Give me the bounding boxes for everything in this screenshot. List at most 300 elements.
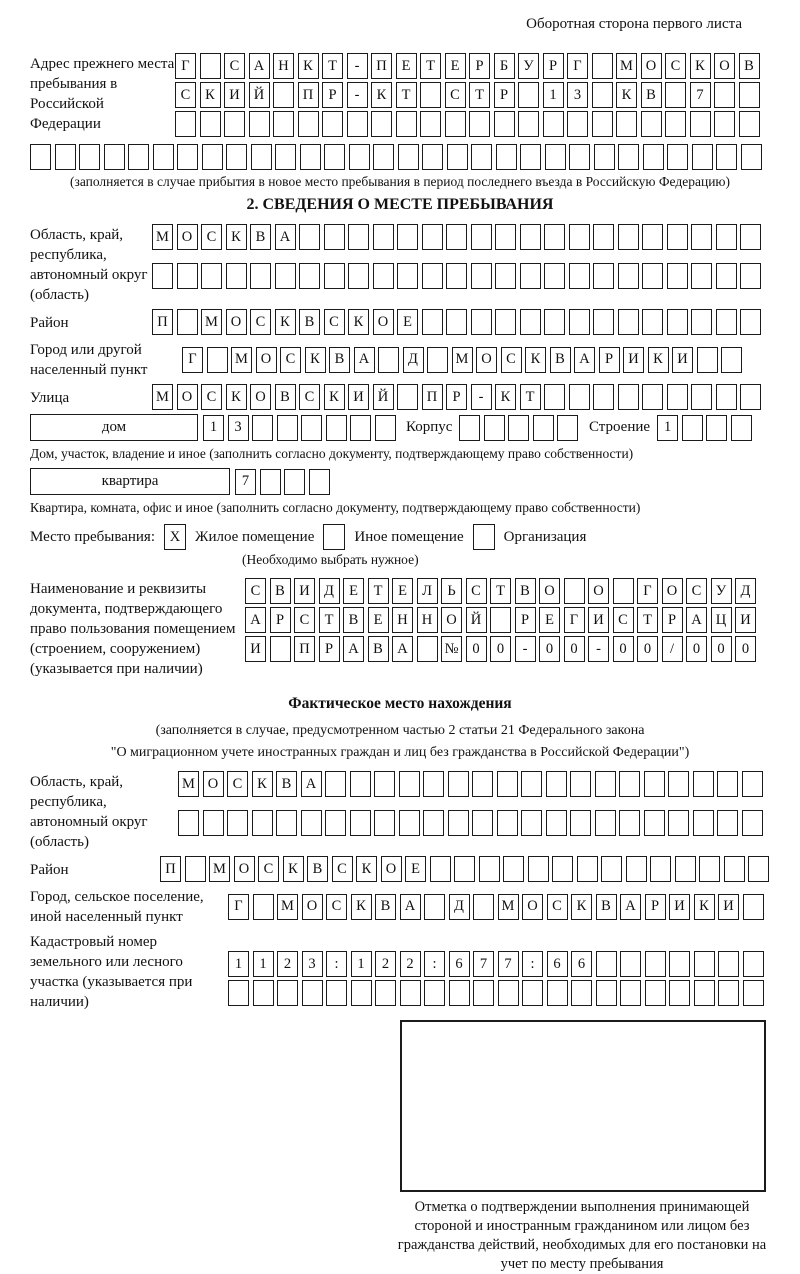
char-box[interactable] bbox=[373, 144, 394, 170]
char-box[interactable]: С bbox=[258, 856, 279, 882]
char-box[interactable] bbox=[675, 856, 696, 882]
char-box[interactable]: Р bbox=[270, 607, 291, 633]
char-box[interactable]: У bbox=[518, 53, 539, 79]
char-box[interactable] bbox=[351, 980, 372, 1006]
char-box[interactable] bbox=[564, 578, 585, 604]
char-box[interactable] bbox=[740, 263, 761, 289]
char-box[interactable]: Р bbox=[543, 53, 564, 79]
char-box[interactable] bbox=[543, 111, 564, 137]
char-box[interactable] bbox=[446, 224, 467, 250]
char-box[interactable] bbox=[177, 263, 198, 289]
char-box[interactable]: А bbox=[574, 347, 595, 373]
char-box[interactable]: П bbox=[294, 636, 315, 662]
char-box[interactable]: К bbox=[348, 309, 369, 335]
char-box[interactable] bbox=[424, 980, 445, 1006]
char-box[interactable]: 0 bbox=[564, 636, 585, 662]
char-box[interactable] bbox=[449, 980, 470, 1006]
checkbox-other-premises[interactable] bbox=[323, 524, 345, 550]
char-box[interactable]: 0 bbox=[735, 636, 756, 662]
char-box[interactable]: И bbox=[224, 82, 245, 108]
char-box[interactable]: Г bbox=[182, 347, 203, 373]
char-box[interactable] bbox=[667, 309, 688, 335]
char-box[interactable]: : bbox=[326, 951, 347, 977]
char-box[interactable] bbox=[742, 771, 763, 797]
char-box[interactable] bbox=[350, 415, 371, 441]
char-box[interactable] bbox=[399, 771, 420, 797]
char-box[interactable] bbox=[497, 810, 518, 836]
char-box[interactable]: - bbox=[515, 636, 536, 662]
char-box[interactable]: С bbox=[613, 607, 634, 633]
char-box[interactable]: 0 bbox=[637, 636, 658, 662]
char-box[interactable]: Г bbox=[175, 53, 196, 79]
char-box[interactable] bbox=[667, 384, 688, 410]
char-box[interactable]: 1 bbox=[253, 951, 274, 977]
char-box[interactable] bbox=[596, 951, 617, 977]
char-box[interactable]: 7 bbox=[690, 82, 711, 108]
char-box[interactable]: А bbox=[400, 894, 421, 920]
char-box[interactable] bbox=[270, 636, 291, 662]
char-box[interactable]: О bbox=[476, 347, 497, 373]
char-box[interactable] bbox=[298, 111, 319, 137]
char-box[interactable] bbox=[427, 347, 448, 373]
char-box[interactable]: 7 bbox=[498, 951, 519, 977]
char-box[interactable]: М bbox=[178, 771, 199, 797]
char-box[interactable]: 3 bbox=[567, 82, 588, 108]
char-box[interactable] bbox=[667, 224, 688, 250]
char-box[interactable]: И bbox=[294, 578, 315, 604]
char-box[interactable]: И bbox=[623, 347, 644, 373]
char-box[interactable]: Т bbox=[368, 578, 389, 604]
char-box[interactable] bbox=[618, 224, 639, 250]
char-box[interactable]: С bbox=[326, 894, 347, 920]
char-box[interactable] bbox=[544, 309, 565, 335]
char-box[interactable] bbox=[350, 810, 371, 836]
char-box[interactable] bbox=[528, 856, 549, 882]
char-box[interactable]: / bbox=[662, 636, 683, 662]
char-box[interactable] bbox=[570, 771, 591, 797]
char-box[interactable]: Г bbox=[228, 894, 249, 920]
char-box[interactable]: И bbox=[669, 894, 690, 920]
char-box[interactable] bbox=[544, 384, 565, 410]
char-box[interactable]: И bbox=[735, 607, 756, 633]
char-box[interactable] bbox=[495, 263, 516, 289]
char-box[interactable] bbox=[175, 111, 196, 137]
char-box[interactable] bbox=[397, 263, 418, 289]
char-box[interactable] bbox=[430, 856, 451, 882]
char-box[interactable] bbox=[325, 810, 346, 836]
char-box[interactable]: И bbox=[348, 384, 369, 410]
char-box[interactable] bbox=[128, 144, 149, 170]
char-box[interactable] bbox=[448, 771, 469, 797]
char-box[interactable] bbox=[396, 111, 417, 137]
char-box[interactable] bbox=[484, 415, 505, 441]
char-box[interactable] bbox=[324, 263, 345, 289]
char-box[interactable]: О bbox=[302, 894, 323, 920]
char-box[interactable] bbox=[276, 810, 297, 836]
char-box[interactable]: О bbox=[588, 578, 609, 604]
char-box[interactable] bbox=[645, 951, 666, 977]
char-box[interactable] bbox=[596, 980, 617, 1006]
char-box[interactable] bbox=[716, 224, 737, 250]
char-box[interactable] bbox=[373, 263, 394, 289]
char-box[interactable] bbox=[522, 980, 543, 1006]
char-box[interactable]: Б bbox=[494, 53, 515, 79]
char-box[interactable]: К bbox=[324, 384, 345, 410]
char-box[interactable]: С bbox=[466, 578, 487, 604]
char-box[interactable] bbox=[371, 111, 392, 137]
char-box[interactable] bbox=[645, 980, 666, 1006]
char-box[interactable] bbox=[740, 309, 761, 335]
char-box[interactable]: М bbox=[209, 856, 230, 882]
char-box[interactable] bbox=[520, 309, 541, 335]
char-box[interactable]: 1 bbox=[657, 415, 678, 441]
char-box[interactable]: К bbox=[283, 856, 304, 882]
char-box[interactable] bbox=[479, 856, 500, 882]
char-box[interactable]: 3 bbox=[228, 415, 249, 441]
char-box[interactable] bbox=[420, 111, 441, 137]
char-box[interactable] bbox=[544, 263, 565, 289]
char-box[interactable] bbox=[447, 144, 468, 170]
char-box[interactable] bbox=[569, 144, 590, 170]
char-box[interactable]: Т bbox=[490, 578, 511, 604]
char-box[interactable]: И bbox=[718, 894, 739, 920]
char-box[interactable] bbox=[277, 415, 298, 441]
char-box[interactable] bbox=[716, 144, 737, 170]
char-box[interactable] bbox=[667, 263, 688, 289]
char-box[interactable] bbox=[691, 384, 712, 410]
char-box[interactable] bbox=[595, 771, 616, 797]
char-box[interactable] bbox=[177, 144, 198, 170]
char-box[interactable] bbox=[253, 894, 274, 920]
char-box[interactable] bbox=[592, 53, 613, 79]
char-box[interactable] bbox=[260, 469, 281, 495]
char-box[interactable]: П bbox=[152, 309, 173, 335]
char-box[interactable] bbox=[273, 111, 294, 137]
char-box[interactable]: П bbox=[298, 82, 319, 108]
char-box[interactable] bbox=[459, 415, 480, 441]
char-box[interactable] bbox=[717, 810, 738, 836]
char-box[interactable]: О bbox=[539, 578, 560, 604]
char-box[interactable]: 1 bbox=[203, 415, 224, 441]
char-box[interactable] bbox=[717, 771, 738, 797]
char-box[interactable]: А bbox=[686, 607, 707, 633]
char-box[interactable] bbox=[716, 263, 737, 289]
char-box[interactable]: С bbox=[201, 384, 222, 410]
char-box[interactable]: О bbox=[381, 856, 402, 882]
char-box[interactable]: П bbox=[371, 53, 392, 79]
char-box[interactable] bbox=[592, 82, 613, 108]
char-box[interactable]: К bbox=[525, 347, 546, 373]
char-box[interactable] bbox=[691, 309, 712, 335]
char-box[interactable] bbox=[699, 856, 720, 882]
char-box[interactable] bbox=[544, 224, 565, 250]
char-box[interactable]: С bbox=[686, 578, 707, 604]
char-box[interactable] bbox=[471, 224, 492, 250]
char-box[interactable] bbox=[251, 144, 272, 170]
char-box[interactable] bbox=[697, 347, 718, 373]
char-box[interactable]: В bbox=[307, 856, 328, 882]
char-box[interactable]: Т bbox=[322, 53, 343, 79]
char-box[interactable] bbox=[626, 856, 647, 882]
char-box[interactable] bbox=[740, 384, 761, 410]
char-box[interactable]: К bbox=[571, 894, 592, 920]
char-box[interactable]: Т bbox=[319, 607, 340, 633]
char-box[interactable] bbox=[446, 263, 467, 289]
char-box[interactable] bbox=[178, 810, 199, 836]
char-box[interactable] bbox=[347, 111, 368, 137]
char-box[interactable]: К bbox=[200, 82, 221, 108]
char-box[interactable] bbox=[301, 810, 322, 836]
char-box[interactable] bbox=[472, 771, 493, 797]
char-box[interactable]: Н bbox=[273, 53, 294, 79]
char-box[interactable] bbox=[284, 469, 305, 495]
char-box[interactable]: Г bbox=[637, 578, 658, 604]
char-box[interactable] bbox=[152, 263, 173, 289]
char-box[interactable] bbox=[613, 578, 634, 604]
char-box[interactable] bbox=[326, 980, 347, 1006]
char-box[interactable] bbox=[228, 980, 249, 1006]
char-box[interactable]: Р bbox=[515, 607, 536, 633]
char-box[interactable] bbox=[595, 810, 616, 836]
char-box[interactable] bbox=[593, 309, 614, 335]
char-box[interactable] bbox=[533, 415, 554, 441]
char-box[interactable]: П bbox=[422, 384, 443, 410]
char-box[interactable] bbox=[569, 224, 590, 250]
char-box[interactable] bbox=[471, 144, 492, 170]
char-box[interactable]: Р bbox=[469, 53, 490, 79]
char-box[interactable]: С bbox=[324, 309, 345, 335]
char-box[interactable] bbox=[79, 144, 100, 170]
char-box[interactable] bbox=[300, 144, 321, 170]
char-box[interactable] bbox=[520, 224, 541, 250]
char-box[interactable] bbox=[567, 111, 588, 137]
char-box[interactable]: Р bbox=[322, 82, 343, 108]
char-box[interactable] bbox=[620, 980, 641, 1006]
char-box[interactable] bbox=[275, 263, 296, 289]
char-box[interactable]: В bbox=[368, 636, 389, 662]
char-box[interactable]: : bbox=[522, 951, 543, 977]
char-box[interactable]: С bbox=[332, 856, 353, 882]
char-box[interactable]: 0 bbox=[490, 636, 511, 662]
char-box[interactable]: С bbox=[250, 309, 271, 335]
char-box[interactable]: № bbox=[441, 636, 462, 662]
char-box[interactable]: В bbox=[515, 578, 536, 604]
char-box[interactable] bbox=[743, 951, 764, 977]
char-box[interactable]: Е bbox=[397, 309, 418, 335]
char-box[interactable] bbox=[718, 951, 739, 977]
char-box[interactable] bbox=[423, 771, 444, 797]
char-box[interactable]: : bbox=[424, 951, 445, 977]
char-box[interactable]: С bbox=[294, 607, 315, 633]
char-box[interactable] bbox=[503, 856, 524, 882]
char-box[interactable] bbox=[273, 82, 294, 108]
house-type-box[interactable]: дом bbox=[30, 414, 198, 441]
char-box[interactable]: 0 bbox=[613, 636, 634, 662]
char-box[interactable]: 3 bbox=[302, 951, 323, 977]
char-box[interactable] bbox=[577, 856, 598, 882]
char-box[interactable] bbox=[601, 856, 622, 882]
char-box[interactable] bbox=[692, 144, 713, 170]
char-box[interactable] bbox=[424, 894, 445, 920]
char-box[interactable] bbox=[226, 263, 247, 289]
char-box[interactable] bbox=[322, 111, 343, 137]
char-box[interactable]: 2 bbox=[400, 951, 421, 977]
char-box[interactable] bbox=[616, 111, 637, 137]
char-box[interactable]: М bbox=[152, 384, 173, 410]
char-box[interactable] bbox=[473, 894, 494, 920]
char-box[interactable] bbox=[378, 347, 399, 373]
checkbox-organization[interactable] bbox=[473, 524, 495, 550]
char-box[interactable]: С bbox=[280, 347, 301, 373]
char-box[interactable]: О bbox=[234, 856, 255, 882]
char-box[interactable] bbox=[226, 144, 247, 170]
char-box[interactable] bbox=[422, 224, 443, 250]
char-box[interactable]: - bbox=[347, 82, 368, 108]
char-box[interactable] bbox=[348, 224, 369, 250]
char-box[interactable]: К bbox=[305, 347, 326, 373]
char-box[interactable] bbox=[619, 771, 640, 797]
char-box[interactable]: М bbox=[498, 894, 519, 920]
char-box[interactable]: Е bbox=[539, 607, 560, 633]
char-box[interactable] bbox=[714, 111, 735, 137]
char-box[interactable]: М bbox=[616, 53, 637, 79]
char-box[interactable]: И bbox=[588, 607, 609, 633]
char-box[interactable] bbox=[620, 951, 641, 977]
char-box[interactable] bbox=[325, 771, 346, 797]
char-box[interactable] bbox=[301, 415, 322, 441]
char-box[interactable] bbox=[309, 469, 330, 495]
char-box[interactable] bbox=[30, 144, 51, 170]
char-box[interactable] bbox=[741, 144, 762, 170]
char-box[interactable] bbox=[397, 384, 418, 410]
char-box[interactable]: В bbox=[641, 82, 662, 108]
char-box[interactable]: В bbox=[299, 309, 320, 335]
char-box[interactable] bbox=[593, 263, 614, 289]
char-box[interactable]: С bbox=[227, 771, 248, 797]
char-box[interactable]: К bbox=[356, 856, 377, 882]
char-box[interactable]: Ь bbox=[441, 578, 462, 604]
char-box[interactable]: М bbox=[277, 894, 298, 920]
char-box[interactable]: С bbox=[665, 53, 686, 79]
char-box[interactable]: О bbox=[714, 53, 735, 79]
char-box[interactable]: 6 bbox=[547, 951, 568, 977]
char-box[interactable] bbox=[739, 111, 760, 137]
char-box[interactable]: 1 bbox=[543, 82, 564, 108]
char-box[interactable] bbox=[104, 144, 125, 170]
char-box[interactable] bbox=[669, 951, 690, 977]
char-box[interactable] bbox=[642, 263, 663, 289]
char-box[interactable]: В bbox=[276, 771, 297, 797]
char-box[interactable]: А bbox=[301, 771, 322, 797]
char-box[interactable] bbox=[618, 309, 639, 335]
char-box[interactable]: В bbox=[739, 53, 760, 79]
char-box[interactable] bbox=[473, 980, 494, 1006]
char-box[interactable] bbox=[642, 309, 663, 335]
char-box[interactable] bbox=[400, 980, 421, 1006]
char-box[interactable]: С bbox=[224, 53, 245, 79]
char-box[interactable] bbox=[454, 856, 475, 882]
char-box[interactable]: К bbox=[495, 384, 516, 410]
char-box[interactable]: К bbox=[371, 82, 392, 108]
char-box[interactable] bbox=[350, 771, 371, 797]
char-box[interactable]: Й bbox=[249, 82, 270, 108]
char-box[interactable] bbox=[716, 309, 737, 335]
char-box[interactable] bbox=[490, 607, 511, 633]
char-box[interactable]: В bbox=[270, 578, 291, 604]
char-box[interactable]: В bbox=[275, 384, 296, 410]
char-box[interactable] bbox=[495, 309, 516, 335]
char-box[interactable]: О bbox=[373, 309, 394, 335]
char-box[interactable]: Т bbox=[637, 607, 658, 633]
char-box[interactable] bbox=[373, 224, 394, 250]
char-box[interactable] bbox=[521, 771, 542, 797]
char-box[interactable] bbox=[740, 224, 761, 250]
char-box[interactable] bbox=[422, 144, 443, 170]
char-box[interactable] bbox=[641, 111, 662, 137]
char-box[interactable] bbox=[644, 810, 665, 836]
char-box[interactable]: 6 bbox=[449, 951, 470, 977]
char-box[interactable] bbox=[693, 771, 714, 797]
char-box[interactable]: 0 bbox=[711, 636, 732, 662]
char-box[interactable]: Е bbox=[368, 607, 389, 633]
char-box[interactable] bbox=[374, 810, 395, 836]
char-box[interactable]: А bbox=[249, 53, 270, 79]
char-box[interactable] bbox=[520, 263, 541, 289]
char-box[interactable] bbox=[202, 144, 223, 170]
char-box[interactable] bbox=[497, 771, 518, 797]
char-box[interactable]: У bbox=[711, 578, 732, 604]
char-box[interactable]: Д bbox=[319, 578, 340, 604]
char-box[interactable] bbox=[177, 309, 198, 335]
char-box[interactable] bbox=[472, 810, 493, 836]
checkbox-residential[interactable]: X bbox=[164, 524, 186, 550]
char-box[interactable]: С bbox=[201, 224, 222, 250]
char-box[interactable] bbox=[398, 144, 419, 170]
char-box[interactable] bbox=[496, 144, 517, 170]
char-box[interactable]: - bbox=[588, 636, 609, 662]
char-box[interactable]: М bbox=[231, 347, 252, 373]
char-box[interactable]: 0 bbox=[539, 636, 560, 662]
char-box[interactable] bbox=[731, 415, 752, 441]
char-box[interactable] bbox=[743, 894, 764, 920]
char-box[interactable] bbox=[374, 771, 395, 797]
char-box[interactable] bbox=[716, 384, 737, 410]
char-box[interactable]: Л bbox=[417, 578, 438, 604]
char-box[interactable]: А bbox=[275, 224, 296, 250]
char-box[interactable]: Р bbox=[446, 384, 467, 410]
char-box[interactable]: К bbox=[616, 82, 637, 108]
char-box[interactable] bbox=[200, 53, 221, 79]
char-box[interactable]: Т bbox=[396, 82, 417, 108]
char-box[interactable] bbox=[201, 263, 222, 289]
char-box[interactable] bbox=[448, 810, 469, 836]
char-box[interactable] bbox=[446, 309, 467, 335]
char-box[interactable]: С bbox=[175, 82, 196, 108]
char-box[interactable]: Д bbox=[403, 347, 424, 373]
char-box[interactable]: М bbox=[152, 224, 173, 250]
char-box[interactable]: Т bbox=[469, 82, 490, 108]
char-box[interactable]: И bbox=[245, 636, 266, 662]
char-box[interactable] bbox=[691, 263, 712, 289]
char-box[interactable] bbox=[252, 415, 273, 441]
char-box[interactable] bbox=[521, 810, 542, 836]
char-box[interactable] bbox=[694, 951, 715, 977]
char-box[interactable] bbox=[520, 144, 541, 170]
char-box[interactable]: Р bbox=[319, 636, 340, 662]
char-box[interactable] bbox=[518, 111, 539, 137]
char-box[interactable] bbox=[706, 415, 727, 441]
char-box[interactable] bbox=[739, 82, 760, 108]
